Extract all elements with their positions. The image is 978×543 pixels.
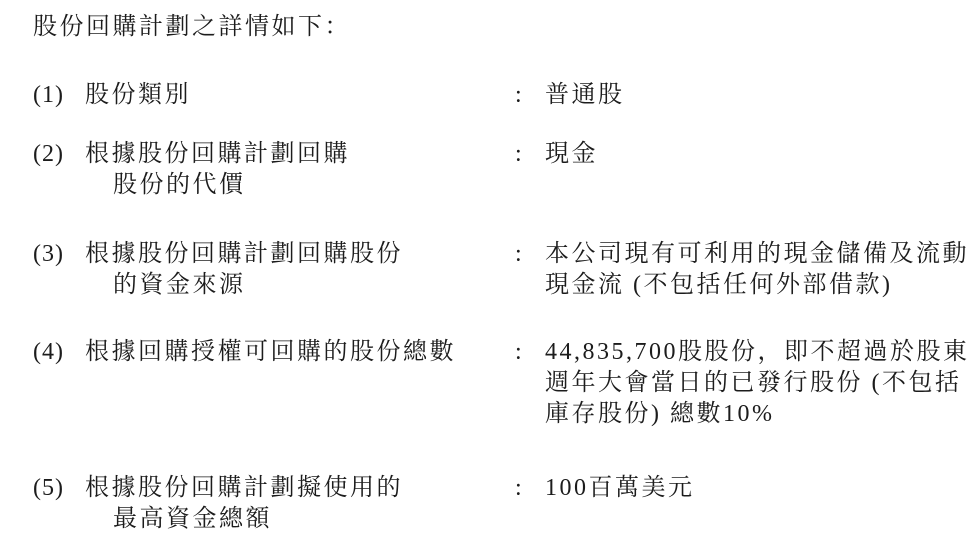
item-value bbox=[545, 473, 970, 535]
item-number: (3) bbox=[33, 241, 64, 267]
detail-item-3 bbox=[33, 239, 970, 301]
item-number: (1) bbox=[33, 82, 64, 108]
label-line: 最高資金總額 bbox=[113, 506, 272, 532]
label-line: 根據股份回購計劃回購 bbox=[85, 141, 350, 167]
item-label bbox=[85, 239, 515, 301]
label-line: 股份類別 bbox=[85, 82, 191, 108]
label-line: 的資金來源 bbox=[113, 272, 246, 298]
item-number: (4) bbox=[33, 339, 64, 365]
label-line: 根據股份回購計劃擬使用的 bbox=[85, 475, 403, 501]
detail-item-1 bbox=[33, 80, 970, 111]
item-value bbox=[545, 337, 970, 430]
value-line: 庫存股份) 總數10% bbox=[545, 401, 775, 427]
item-label bbox=[85, 473, 515, 535]
item-colon: : bbox=[515, 475, 522, 501]
detail-item-5 bbox=[33, 473, 970, 535]
value-line: 本公司現有可利用的現金儲備及流動 bbox=[545, 241, 969, 267]
item-number: (5) bbox=[33, 475, 64, 501]
item-value bbox=[545, 239, 970, 301]
item-label bbox=[85, 337, 515, 430]
label-line: 根據回購授權可回購的股份總數 bbox=[85, 339, 456, 365]
item-colon: : bbox=[515, 241, 522, 267]
item-colon: : bbox=[515, 82, 522, 108]
detail-item-2 bbox=[33, 139, 970, 201]
item-colon: : bbox=[515, 141, 522, 167]
value-line: 100百萬美元 bbox=[545, 475, 695, 501]
item-label bbox=[85, 139, 515, 201]
value-line: 現金 bbox=[545, 141, 598, 167]
value-line: 現金流 (不包括任何外部借款) bbox=[545, 272, 893, 298]
value-line: 44,835,700股股份，即不超過於股東 bbox=[545, 339, 970, 365]
item-value bbox=[545, 139, 970, 201]
label-line: 股份的代價 bbox=[113, 172, 246, 198]
item-number: (2) bbox=[33, 141, 64, 167]
detail-list bbox=[33, 80, 970, 535]
page-title: 股份回購計劃之詳情如下： bbox=[33, 14, 351, 40]
value-line: 週年大會當日的已發行股份 (不包括 bbox=[545, 370, 962, 396]
item-label bbox=[85, 80, 515, 111]
item-colon: : bbox=[515, 339, 522, 365]
item-value bbox=[545, 80, 970, 111]
value-line: 普通股 bbox=[545, 82, 625, 108]
label-line: 根據股份回購計劃回購股份 bbox=[85, 241, 403, 267]
detail-item-4 bbox=[33, 337, 970, 430]
